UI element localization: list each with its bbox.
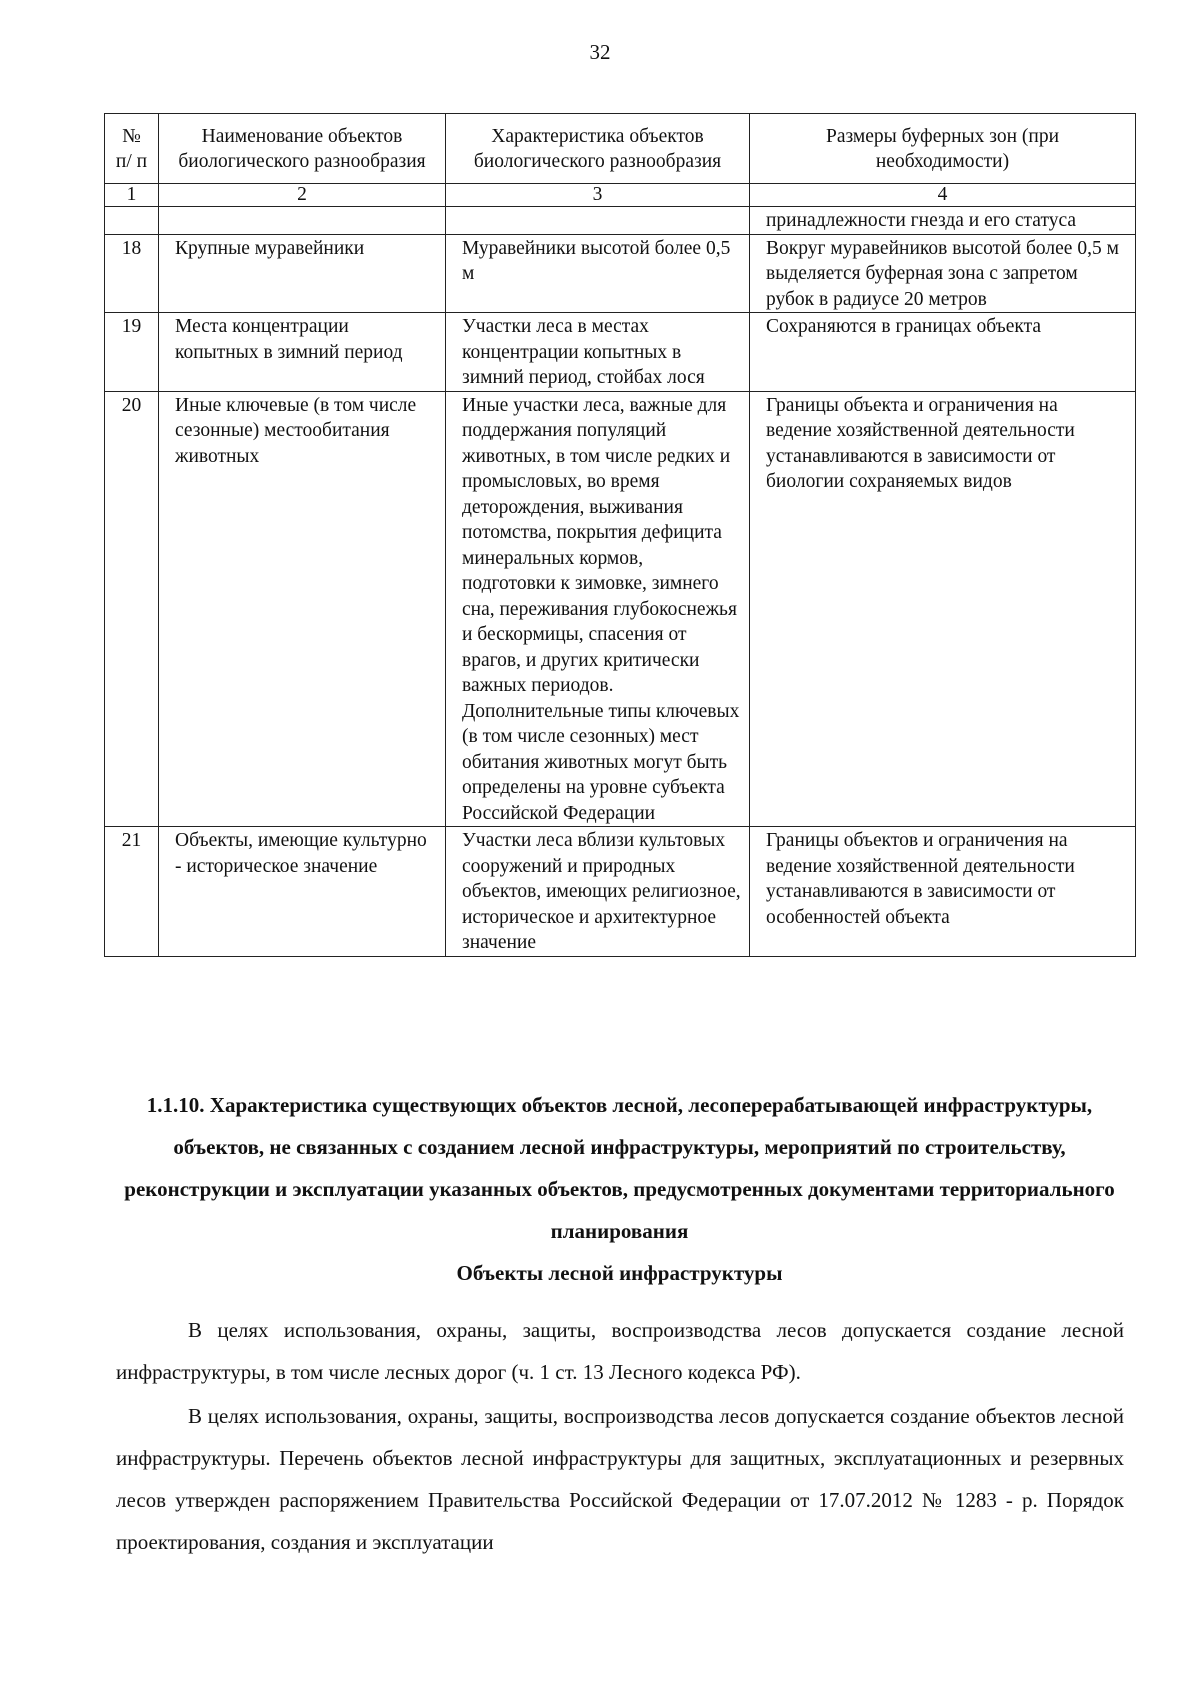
row-name: Объекты, имеющие культурно - историческое значение: [159, 827, 446, 957]
row-characteristic: Участки леса в местах концентрации копытных в зимний период, стойбах лося: [446, 313, 750, 392]
page-number: 32: [589, 40, 611, 64]
row-name: Иные ключевые (в том числе сезонные) местообитания животных: [159, 391, 446, 827]
row-buffer: Вокруг муравейников высотой более 0,5 м выделяется буферная зона с запретом рубок в радиусе 20 метров: [750, 234, 1136, 313]
header-num: № п/ п: [105, 114, 159, 184]
row-characteristic: [446, 207, 750, 235]
row-buffer: Сохраняются в границах объекта: [750, 313, 1136, 392]
paragraph: В целях использования, охраны, защиты, воспроизводства лесов допускается создание лесной инфраструктуры, в том числе лесных дорог (ч. 1 ст. 13 Лесного кодекса РФ).: [116, 1318, 1124, 1384]
row-buffer: принадлежности гнезда и его статуса: [750, 207, 1136, 235]
subheading: Объекты лесной инфраструктуры: [456, 1261, 783, 1285]
column-number: 3: [446, 184, 750, 207]
table-row: [105, 827, 1136, 957]
biodiversity-table: [104, 113, 1136, 957]
section-heading: 1.1.10. Характеристика существующих объектов лесной, лесоперерабатывающей инфраструктуры, объектов, не связанных с созданием лесной инфраструктуры, мероприятий по строительству, реконструкции и эксплуатации указанных объектов, предусмотренных документами территориального планирования: [124, 1093, 1115, 1243]
table-row: [105, 313, 1136, 392]
column-number: 2: [159, 184, 446, 207]
row-name: [159, 207, 446, 235]
paragraph: В целях использования, охраны, защиты, воспроизводства лесов допускается создание объектов лесной инфраструктуры. Перечень объектов лесной инфраструктуры для защитных, эксплуатационных и резервных лесов утвержден распоряжением Правительства Российской Федерации от 17.07.2012 № 1283 - р. Порядок проектирования, создания и эксплуатации: [116, 1404, 1124, 1554]
table-row: [105, 391, 1136, 827]
row-num: 21: [105, 827, 159, 957]
row-num: 18: [105, 234, 159, 313]
table-row: [105, 207, 1136, 235]
table-header-row: [105, 114, 1136, 184]
header-name: Наименование объектов биологического разнообразия: [159, 114, 446, 184]
column-number: 1: [105, 184, 159, 207]
row-num: 20: [105, 391, 159, 827]
row-num: 19: [105, 313, 159, 392]
row-characteristic: Муравейники высотой более 0,5 м: [446, 234, 750, 313]
row-buffer: Границы объекта и ограничения на ведение хозяйственной деятельности устанавливаются в зависимости от биологии сохраняемых видов: [750, 391, 1136, 827]
header-characteristic: Характеристика объектов биологического разнообразия: [446, 114, 750, 184]
table-row: [105, 234, 1136, 313]
row-buffer: Границы объектов и ограничения на ведение хозяйственной деятельности устанавливаются в зависимости от особенностей объекта: [750, 827, 1136, 957]
column-number: 4: [750, 184, 1136, 207]
row-name: Места концентрации копытных в зимний период: [159, 313, 446, 392]
row-characteristic: Иные участки леса, важные для поддержания популяций животных, в том числе редких и промысловых, во время деторождения, выживания потомства, покрытия дефицита минеральных кормов, подготовки к зимовке, зимнего сна, переживания глубокоснежья и бескормицы, спасения от врагов, и других критически важных периодов. Дополнительные типы ключевых (в том числе сезонных) мест обитания животных могут быть определены на уровне субъекта Российской Федерации: [446, 391, 750, 827]
header-buffer: Размеры буферных зон (при необходимости): [750, 114, 1136, 184]
column-number-row: [105, 184, 1136, 207]
row-name: Крупные муравейники: [159, 234, 446, 313]
row-num: [105, 207, 159, 235]
row-characteristic: Участки леса вблизи культовых сооружений и природных объектов, имеющих религиозное, историческое и архитектурное значение: [446, 827, 750, 957]
